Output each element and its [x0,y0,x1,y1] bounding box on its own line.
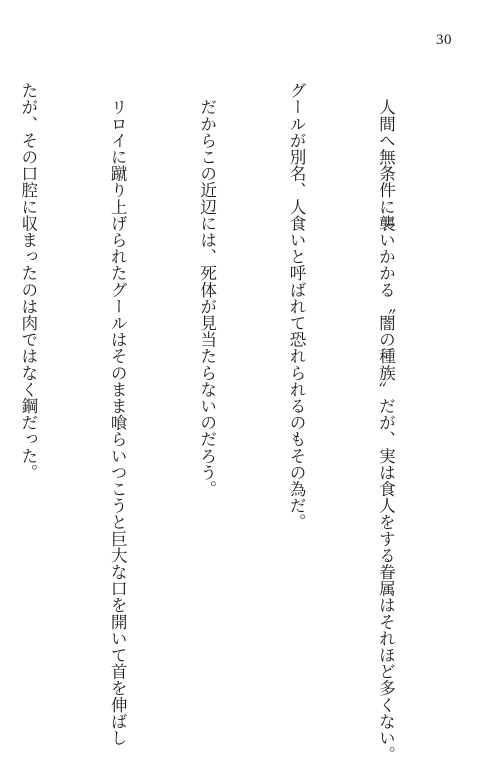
novel-body-text [0,82,460,763]
page-number: 30 [436,32,452,48]
text-line: グールが別名、人食いと呼ばれて恐れられるのもその為だ。 [287,82,307,531]
text-line: たが、その口腔に収まったのは肉ではなく鋼だった。 [18,82,38,481]
text-line: リロイに蹴り上げられたグールはそのまま喰らいつこうと巨大な口を開いて首を伸ばし [108,82,128,746]
text-line: 人間へ無条件に襲いかかる〝闇の種族〟だが、実は食人をする眷属はそれほど多くない。 [376,82,396,763]
text-line: だからこの近辺には、死体が見当たらないのだろう。 [197,82,217,497]
